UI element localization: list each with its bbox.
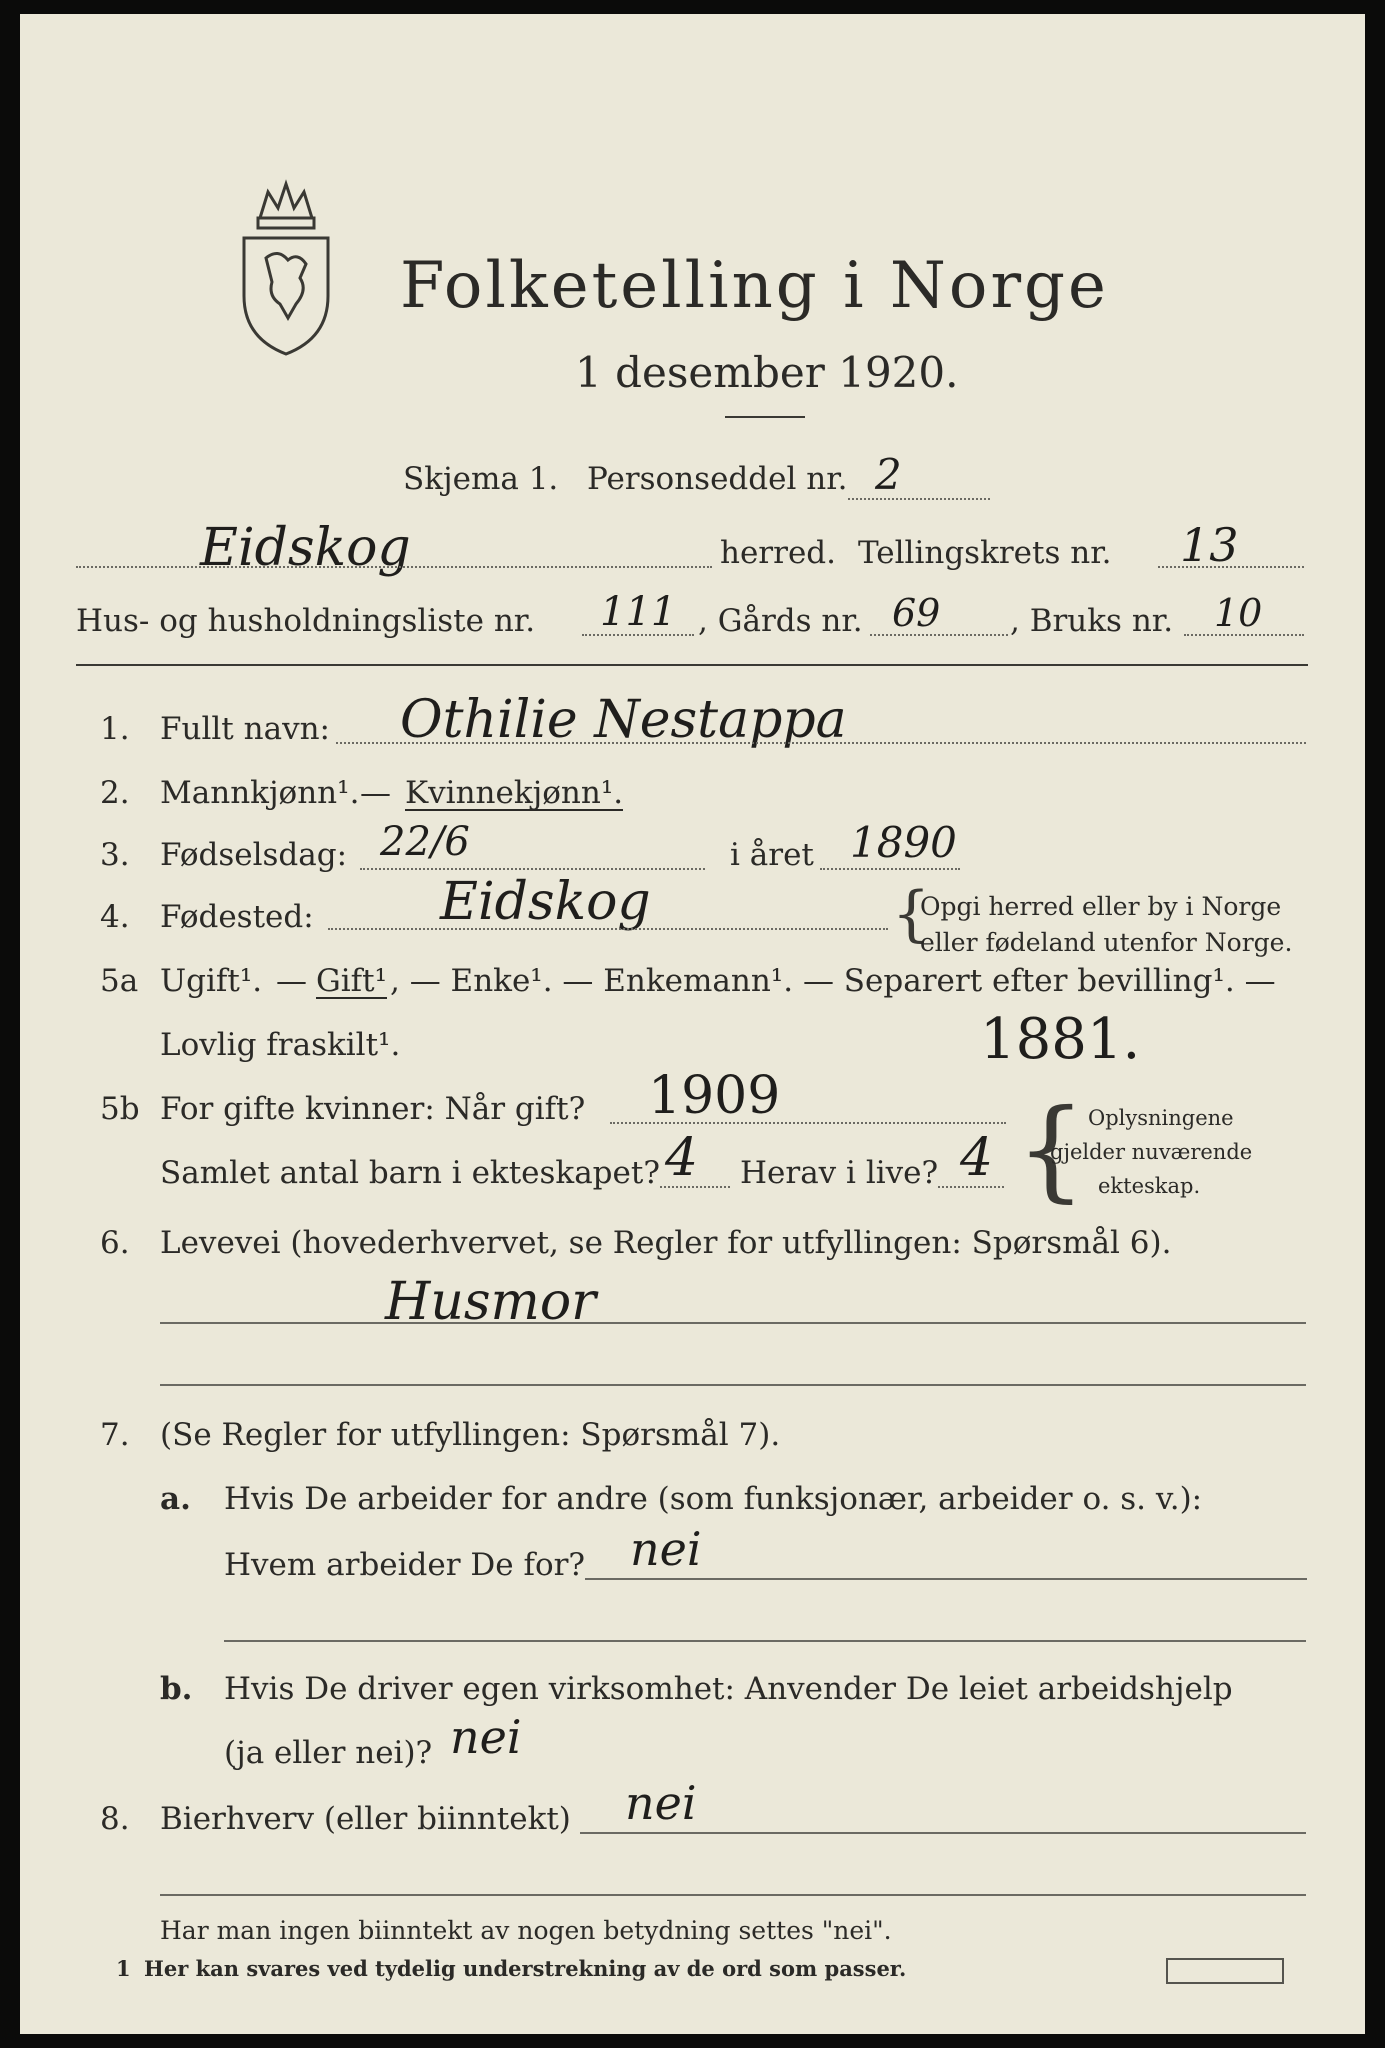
personseddel-value: 2 xyxy=(875,450,902,499)
q5b-alive-value: 4 xyxy=(960,1128,994,1188)
q3-value: 22/6 xyxy=(380,819,470,865)
q8-value: nei xyxy=(625,1776,697,1830)
q5b-brace: { xyxy=(1016,1085,1086,1213)
tellingskrets-label: Tellingskrets nr. xyxy=(858,535,1112,571)
q5b-value: 1909 xyxy=(648,1066,781,1126)
q5b-children-line xyxy=(660,1186,730,1188)
skjema-label: Skjema 1. xyxy=(403,461,559,497)
q1-line xyxy=(336,742,1306,744)
q2-dash: — xyxy=(360,775,391,811)
herred-value: Eidskog xyxy=(200,518,411,578)
herred-label: herred. xyxy=(720,535,836,571)
q4-label: Fødested: xyxy=(160,899,314,935)
title-divider xyxy=(725,416,805,418)
q3-year-label: i året xyxy=(730,837,814,873)
bruks-line xyxy=(1184,634,1304,636)
q7a-line2 xyxy=(224,1640,1306,1642)
q5b-alive-label: Herav i live? xyxy=(740,1155,939,1191)
hus-value: 111 xyxy=(600,589,677,635)
footer-note: Har man ingen biinntekt av nogen betydning settes "nei". xyxy=(160,1916,892,1945)
q7b-question: (ja eller nei)? xyxy=(224,1735,433,1771)
q4-note-line2: eller fødeland utenfor Norge. xyxy=(920,928,1293,957)
q8-label: Bierhverv (eller biinntekt) xyxy=(160,1801,571,1837)
q4-brace: { xyxy=(892,879,931,949)
q2-number: 2. xyxy=(100,775,130,811)
q3-label: Fødselsdag: xyxy=(160,837,348,873)
q1-value: Othilie Nestappa xyxy=(400,690,847,750)
herred-line xyxy=(76,566,712,568)
q4-value: Eidskog xyxy=(440,872,651,932)
header-divider xyxy=(76,664,1308,666)
q5b-line xyxy=(610,1122,1006,1124)
q2-male: Mannkjønn¹. xyxy=(160,775,360,811)
q5b-label: For gifte kvinner: Når gift? xyxy=(160,1091,586,1127)
q7b-label: Hvis De driver egen virksomhet: Anvender De leiet arbeidshjelp xyxy=(224,1671,1233,1707)
footnote-text: Her kan svares ved tydelig understrekning av de ord som passer. xyxy=(144,1956,907,1981)
gards-line xyxy=(870,634,1008,636)
census-form-sheet xyxy=(20,14,1365,2034)
q5b-number: 5b xyxy=(100,1091,140,1127)
q1-number: 1. xyxy=(100,711,130,747)
q5a-dash: — xyxy=(276,963,307,999)
footnote-mark: 1 xyxy=(116,1956,131,1981)
q7b-value: nei xyxy=(450,1710,522,1764)
q5a-margin-note: 1881. xyxy=(980,1007,1141,1072)
q4-number: 4. xyxy=(100,899,130,935)
q6-label: Levevei (hovederhvervet, se Regler for utfyllingen: Spørsmål 6). xyxy=(160,1225,1172,1261)
personseddel-line xyxy=(848,498,990,500)
q7a-value: nei xyxy=(630,1522,702,1576)
q2-female: Kvinnekjønn¹. xyxy=(405,775,624,811)
q3-year-line xyxy=(820,868,960,870)
q5a-ugift: Ugift¹. xyxy=(160,963,263,999)
q4-note-line1: Opgi herred eller by i Norge xyxy=(920,892,1282,921)
q6-line2 xyxy=(160,1384,1306,1386)
tellingskrets-line xyxy=(1158,566,1304,568)
q3-number: 3. xyxy=(100,837,130,873)
q5a-number: 5a xyxy=(100,963,139,999)
q6-value: Husmor xyxy=(385,1272,596,1332)
q1-label: Fullt navn: xyxy=(160,711,330,747)
q5b-alive-line xyxy=(938,1186,1004,1188)
gards-value: 69 xyxy=(892,591,941,635)
personseddel-label: Personseddel nr. xyxy=(587,461,848,497)
q5b-children-value: 4 xyxy=(665,1128,699,1188)
q7a-line1 xyxy=(585,1578,1307,1580)
hus-label: Hus- og husholdningsliste nr. xyxy=(76,603,536,639)
q6-number: 6. xyxy=(100,1225,130,1261)
norway-coat-of-arms-icon xyxy=(230,178,342,358)
q3-line xyxy=(360,868,705,870)
form-title: Folketelling i Norge xyxy=(400,249,1109,323)
q5b-note-line2: gjelder nuværende xyxy=(1050,1140,1253,1164)
printer-stamp xyxy=(1166,1958,1284,1984)
hus-line xyxy=(582,634,694,636)
census-date: 1 desember 1920. xyxy=(575,348,959,397)
q6-line1 xyxy=(160,1322,1306,1324)
q5a-rest: , — Enke¹. — Enkemann¹. — Separert efter bevilling¹. — xyxy=(390,963,1276,999)
q5b-note-line1: Oplysningene xyxy=(1088,1106,1234,1130)
tellingskrets-value: 13 xyxy=(1180,518,1239,572)
q7a-question: Hvem arbeider De for? xyxy=(224,1547,586,1583)
q8-number: 8. xyxy=(100,1801,130,1837)
q7b-number: b. xyxy=(160,1671,193,1707)
q5a-gift: Gift¹ xyxy=(316,963,388,999)
bruks-label: , Bruks nr. xyxy=(1010,603,1174,639)
q4-line xyxy=(328,928,888,930)
q5b-note-line3: ekteskap. xyxy=(1098,1174,1201,1198)
q7a-number: a. xyxy=(160,1481,191,1517)
q7-label: (Se Regler for utfyllingen: Spørsmål 7). xyxy=(160,1417,781,1453)
q8-line1 xyxy=(580,1832,1306,1834)
q5a-line2: Lovlig fraskilt¹. xyxy=(160,1027,401,1063)
q8-line2 xyxy=(160,1894,1306,1896)
q3-year-value: 1890 xyxy=(850,818,957,867)
gards-label: , Gårds nr. xyxy=(698,603,863,639)
bruks-value: 10 xyxy=(1214,591,1263,635)
q7a-label: Hvis De arbeider for andre (som funksjonær, arbeider o. s. v.): xyxy=(224,1481,1203,1517)
q5b-children-label: Samlet antal barn i ekteskapet? xyxy=(160,1155,660,1191)
q7-number: 7. xyxy=(100,1417,130,1453)
